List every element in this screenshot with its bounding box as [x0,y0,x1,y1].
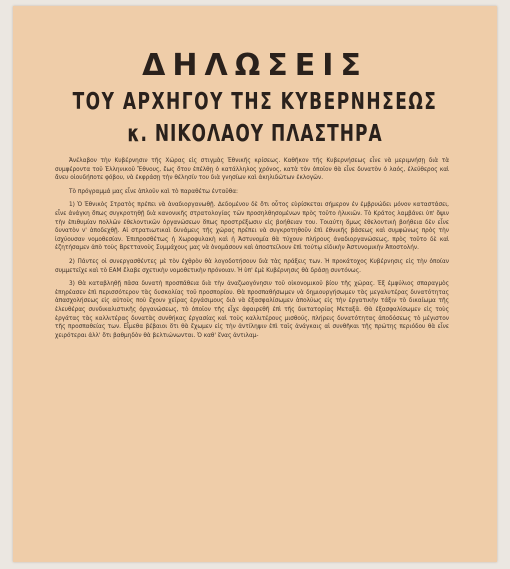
subtitle: ΤΟΥ ΑΡΧΗΓΟΥ ΤΗΣ ΚΥΒΕΡΝΗΣΕΩΣ [72,88,438,116]
paragraph: Τὸ πρόγραμμά μας εἶνε ἁπλοῦν καὶ τὸ παραθέτω ἐνταῦθα: [69,186,238,195]
body-text [55,156,449,344]
paragraph: 2) Πάντες οἱ συνεργασθέντες μὲ τὸν ἐχθρὸν θὰ λογοδοτήσουν διὰ τὰς πράξεις των. Ἡ προκάτοχος Κυβέρνησις εἰς τὴν ὁποίαν συμμετεῖχε καὶ τὸ ΕΑΜ ἔλαβε σχετικὴν νομοθετικὴν πρόνοιαν. Ἡ ὑπ' ἐμὲ Κυβέρνησις θὰ δράσῃ συντόνως. [55,256,449,274]
paragraph: 3) Θὰ καταβληθῇ πᾶσα δυνατὴ προσπάθεια διὰ τὴν ἀναζωογόνησιν τοῦ οἰκονομικοῦ βίου τῆς χώρας. Ἐξ ἐμφύλιος σπαραγμὸς ἐπηρέασεν ἐπὶ περισσότερον τὰς δυσκολίας τοῦ προσπορίου. Θὰ προσπαθήσωμεν νὰ δημιουργήσωμεν τὰς μεγαλυτέρας δυνατότητας ἀπασχολήσεως εἰς αὐτοὺς ποὺ ἔχουν χεῖρας ἐργάσιμους διὰ νὰ ἐξασφαλίσωμεν ἀπολύως εἰς τὴν ἐργατικὴν τάξιν τὸ δικαίωμα τῆς ἐλευθέρας συνδικαλιστικῆς ὀργανώσεως, τὸ ὁποῖον τῆς εἶχε ἀφαιρεθῆ ἐπὶ τῆς δικτατορίας Μεταξᾶ. Θὰ ἐξασφαλίσωμεν εἰς τοὺς ἐργάτας τὰς καλλιτέρας δυνατὰς συνθήκας ἐργασίας καὶ τοὺς καλλιτέρους μισθούς, πλήρεις δυνατότητας ἀποδόσεως τὸ μέγιστον τῆς προσπαθείας των. Εἶμεθα βέβαιοι ὅτι θὰ ἔχωμεν εἰς τὴν ἀντίληψιν ἐπὶ ταῖς ἀνάγκαις αἱ συνθῆκαι τῆς πρώτης περιόδου θὰ εἶνε χειρότεραι ἀλλ' ὅτι βαθμηδὸν θὰ βελτιώνωνται. Ὁ καθ' ἕνας ἀντιλαμ- [55,279,449,339]
document-page [13,6,497,562]
name-line: κ. ΝΙΚΟΛΑΟΥ ΠΛΑΣΤΗΡΑ [127,120,383,148]
headline: ΔΗΛΩΣΕΙΣ [142,48,368,83]
paragraph: Ἀνέλαβον τὴν Κυβέρνησιν τῆς Χώρας εἰς στιγμὰς Ἐθνικῆς κρίσεως. Καθῆκον τῆς Κυβερνήσεως εἶνε νὰ μεριμνήσῃ διὰ τὰ συμφέροντα τοῦ Ἑλληνικοῦ Ἔθνους, ἕως ὅτου ἐπέλθῃ ὁ κατάλληλος χρόνος, κατὰ τὸν ὁποῖον θὰ εἶνε δυνατὸν ὁ λαός, ἐλεύθερος καὶ ἄνευ οἱουδήποτε φόβου, νὰ ἐκφράσῃ τὴν θέλησίν του διὰ γνησίων καὶ ἀκηλιδώτων ἐκλογῶν. [55,156,449,182]
paragraph: 1) Ὁ Ἐθνικὸς Στρατὸς πρέπει νὰ ἀναδιοργανωθῇ. Δεδομένου δὲ ὅτι οὗτος εὑρίσκεται σήμερον ἐν ἐμβρυώδει μόνον καταστάσει, εἶνε ἀνάγκη ὅπως συγκροτηθῇ διὰ κανονικῆς στρατολογίας τῶν προσηλθησομένων πρὸς τοῦτο ἡλικιῶν. Τὸ Κράτος λαμβάνει ὑπ' ὄψιν τὴν ἐπιθυμίαν πολλῶν ἐθελοντικῶν ὀργανώσεων ὅπως προστρέξωσιν εἰς βοήθειαν του. Τοιαύτη ὅμως ἐθελοντικὴ βοήθεια δὲν εἶνε δυνατὸν ν' ἀποδεχθῇ. Αἱ στρατιωτικαὶ δυνάμεις τῆς χώρας πρέπει νὰ συγκροτηθοῦν ἐπὶ ἐθνικῆς βάσεως καὶ συμφώνως πρὸς τὴν ἰσχύουσαν νομοθεσίαν. Ἐπιπροσθέτως ἡ Χωροφυλακὴ καὶ ἡ Ἀστυνομία θὰ τύχουν πλήρους ἀναδιοργανώσεως, πρὸς τοῦτο δὲ καὶ ἐζητήσαμεν ἀπὸ τοὺς Βρεττανοὺς Συμμάχους μας νὰ ὀνομάσουν καὶ ἀποστείλουν ἐπὶ τούτῳ εἰδικὴν Ἀστυνομικὴν Ἀποστολήν. [55,200,449,252]
